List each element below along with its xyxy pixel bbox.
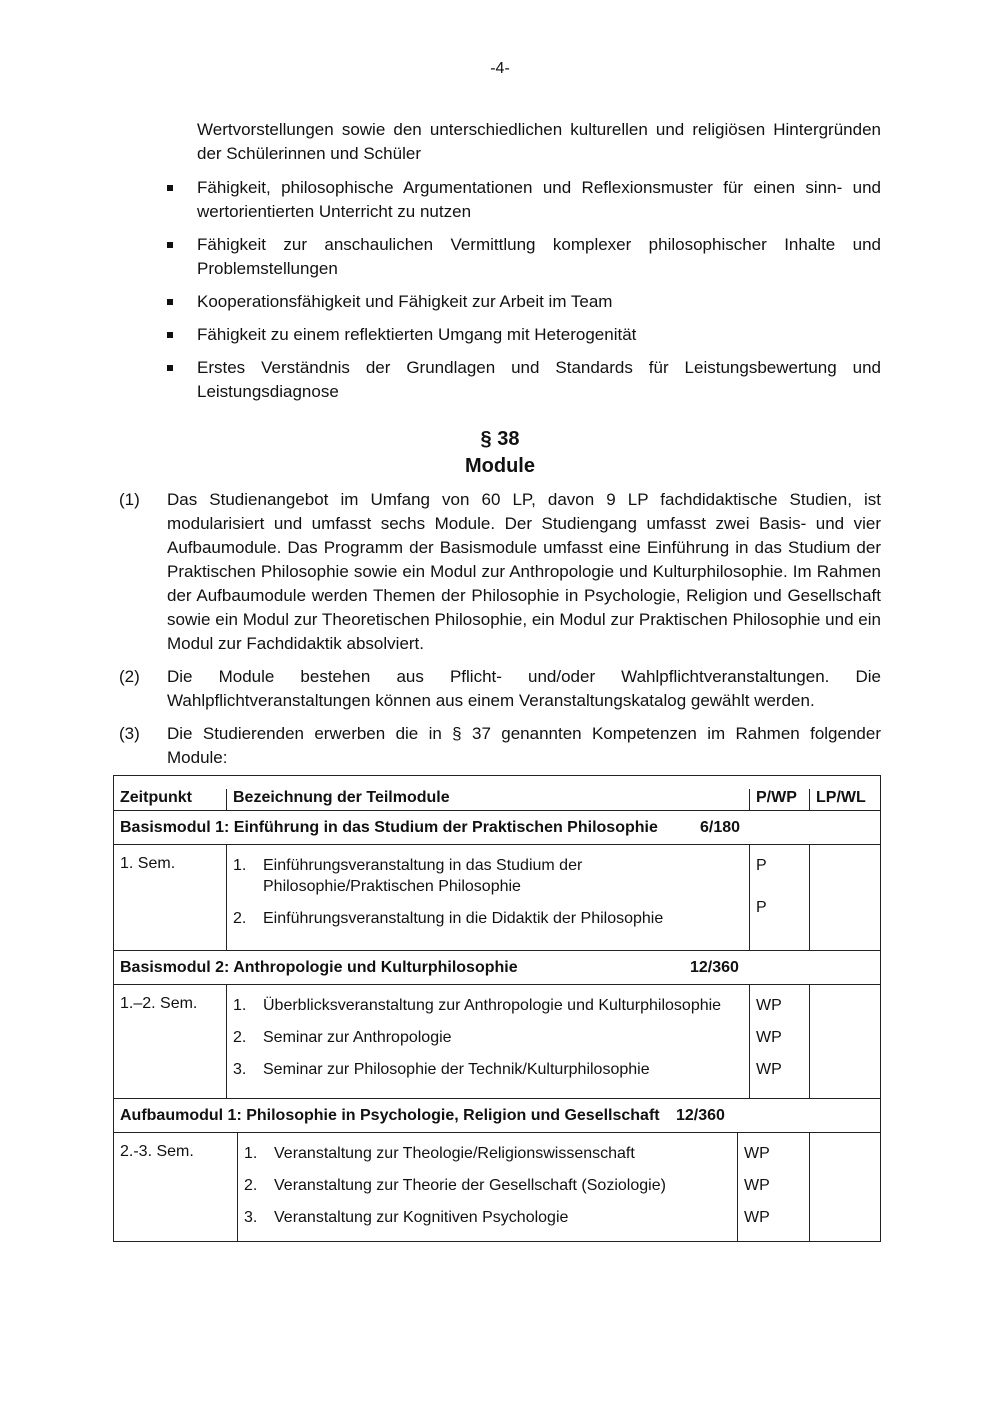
module-lp: 6/180 bbox=[700, 818, 741, 836]
module-table bbox=[113, 775, 881, 1242]
paragraph-2 bbox=[119, 665, 881, 713]
paragraph-number: (1) bbox=[119, 490, 140, 509]
paragraph-text: Die Studierenden erwerben die in § 37 genannten Kompetenzen im Rahmen folgender Module: bbox=[167, 724, 881, 767]
list-item: 3. Veranstaltung zur Kognitiven Psychologie bbox=[244, 1209, 569, 1226]
header-pwp: P/WP bbox=[750, 789, 810, 810]
list-item: Fähigkeit zur anschaulichen Vermittlung komplexer philosophischer Inhalte und Problemstellungen bbox=[167, 233, 881, 281]
module-lp-cell bbox=[810, 845, 880, 950]
list-item: 2. Veranstaltung zur Theorie der Gesellschaft (Soziologie) bbox=[244, 1177, 666, 1194]
module-title: Basismodul 2: Anthropologie und Kulturphilosophie bbox=[120, 958, 518, 976]
module-time: 1. Sem. bbox=[114, 845, 227, 950]
bullet-square-icon bbox=[167, 332, 173, 338]
list-item: Fähigkeit zu einem reflektierten Umgang mit Heterogenität bbox=[167, 323, 881, 347]
list-item: 2. Einführungsveranstaltung in die Didaktik der Philosophie bbox=[233, 910, 664, 927]
bullet-square-icon bbox=[167, 185, 173, 191]
list-item: 2. Seminar zur Anthropologie bbox=[233, 1029, 452, 1046]
module-time: 2.-3. Sem. bbox=[114, 1133, 238, 1241]
header-lp: LP/WL bbox=[816, 789, 866, 806]
module-lp-cell bbox=[810, 985, 880, 1098]
bullet-square-icon bbox=[167, 242, 173, 248]
paragraph-3 bbox=[119, 722, 881, 770]
table-row bbox=[114, 844, 880, 950]
paragraph-list bbox=[119, 488, 881, 779]
list-item: Kooperationsfähigkeit und Fähigkeit zur Arbeit im Team bbox=[167, 290, 881, 314]
table-header-row bbox=[114, 776, 880, 810]
module-lp: 12/360 bbox=[690, 958, 739, 976]
table-row bbox=[114, 1132, 880, 1241]
module-title-row bbox=[114, 810, 880, 844]
bullet-square-icon bbox=[167, 365, 173, 371]
module-types: WP WP WP bbox=[738, 1133, 810, 1241]
header-time: Zeitpunkt bbox=[114, 789, 227, 810]
bullet-square-icon bbox=[167, 299, 173, 305]
page-number: -4- bbox=[490, 60, 510, 77]
module-time: 1.–2. Sem. bbox=[114, 985, 227, 1098]
competency-list bbox=[167, 176, 881, 413]
paragraph-text: Das Studienangebot im Umfang von 60 LP, davon 9 LP fachdidaktische Studien, ist modularisiert und umfasst sechs Module. Der Studiengang umfasst zwei Basis- und vier Aufbaumodule. Das Programm der Basismodule umfasst eine Einführung in das Studium der Praktischen Philosophie sowie ein Modul zur Anthropologie und Kulturphilosophie. Im Rahmen der Aufbaumodule werden Themen der Philosophie in Psychologie, Religion und Gesellschaft sowie ein Modul zur Theoretischen Philosophie, ein Modul zur Praktischen Philosophie und ein Modul zur Fachdidaktik absolviert. bbox=[167, 490, 881, 653]
list-item: 1. Veranstaltung zur Theologie/Religionswissenschaft bbox=[244, 1145, 635, 1162]
module-items bbox=[227, 985, 750, 1098]
section-title: Module bbox=[465, 455, 535, 477]
module-lp: 12/360 bbox=[676, 1106, 725, 1124]
module-title: Basismodul 1: Einführung in das Studium der Praktischen Philosophie bbox=[120, 818, 658, 836]
intro-text: Wertvorstellungen sowie den unterschiedlichen kulturellen und religiösen Hintergründen der Schülerinnen und Schüler bbox=[197, 120, 881, 163]
paragraph-number: (3) bbox=[119, 724, 140, 743]
module-title: Aufbaumodul 1: Philosophie in Psychologie, Religion und Gesellschaft bbox=[120, 1106, 660, 1124]
list-item: 1. Einführungsveranstaltung in das Studium der Philosophie/Praktischen Philosophie bbox=[233, 857, 583, 895]
list-item: 3. Seminar zur Philosophie der Technik/Kulturphilosophie bbox=[233, 1061, 650, 1078]
module-title-row bbox=[114, 1098, 880, 1132]
module-items bbox=[227, 845, 750, 950]
module-types: WP WP WP bbox=[750, 985, 810, 1098]
section-heading bbox=[0, 426, 1000, 480]
module-lp-cell bbox=[810, 1133, 880, 1241]
paragraph-number: (2) bbox=[119, 667, 140, 686]
list-item: 1. Überblicksveranstaltung zur Anthropologie und Kulturphilosophie bbox=[233, 997, 722, 1014]
module-types: P P bbox=[750, 845, 810, 950]
list-item: Erstes Verständnis der Grundlagen und Standards für Leistungsbewertung und Leistungsdiagnose bbox=[167, 356, 881, 404]
module-title-row bbox=[114, 950, 880, 984]
section-number: § 38 bbox=[480, 428, 520, 450]
module-items bbox=[238, 1133, 738, 1241]
paragraph-text: Die Module bestehen aus Pflicht- und/oder Wahlpflichtveranstaltungen. Die Wahlpflichtveranstaltungen können aus einem Veranstaltungskatalog gewählt werden. bbox=[167, 667, 881, 710]
paragraph-1 bbox=[119, 488, 881, 656]
header-description: Bezeichnung der Teilmodule bbox=[227, 789, 750, 810]
list-item: Fähigkeit, philosophische Argumentationen und Reflexionsmuster für einen sinn- und wertorientierten Unterricht zu nutzen bbox=[167, 176, 881, 224]
table-row bbox=[114, 984, 880, 1098]
